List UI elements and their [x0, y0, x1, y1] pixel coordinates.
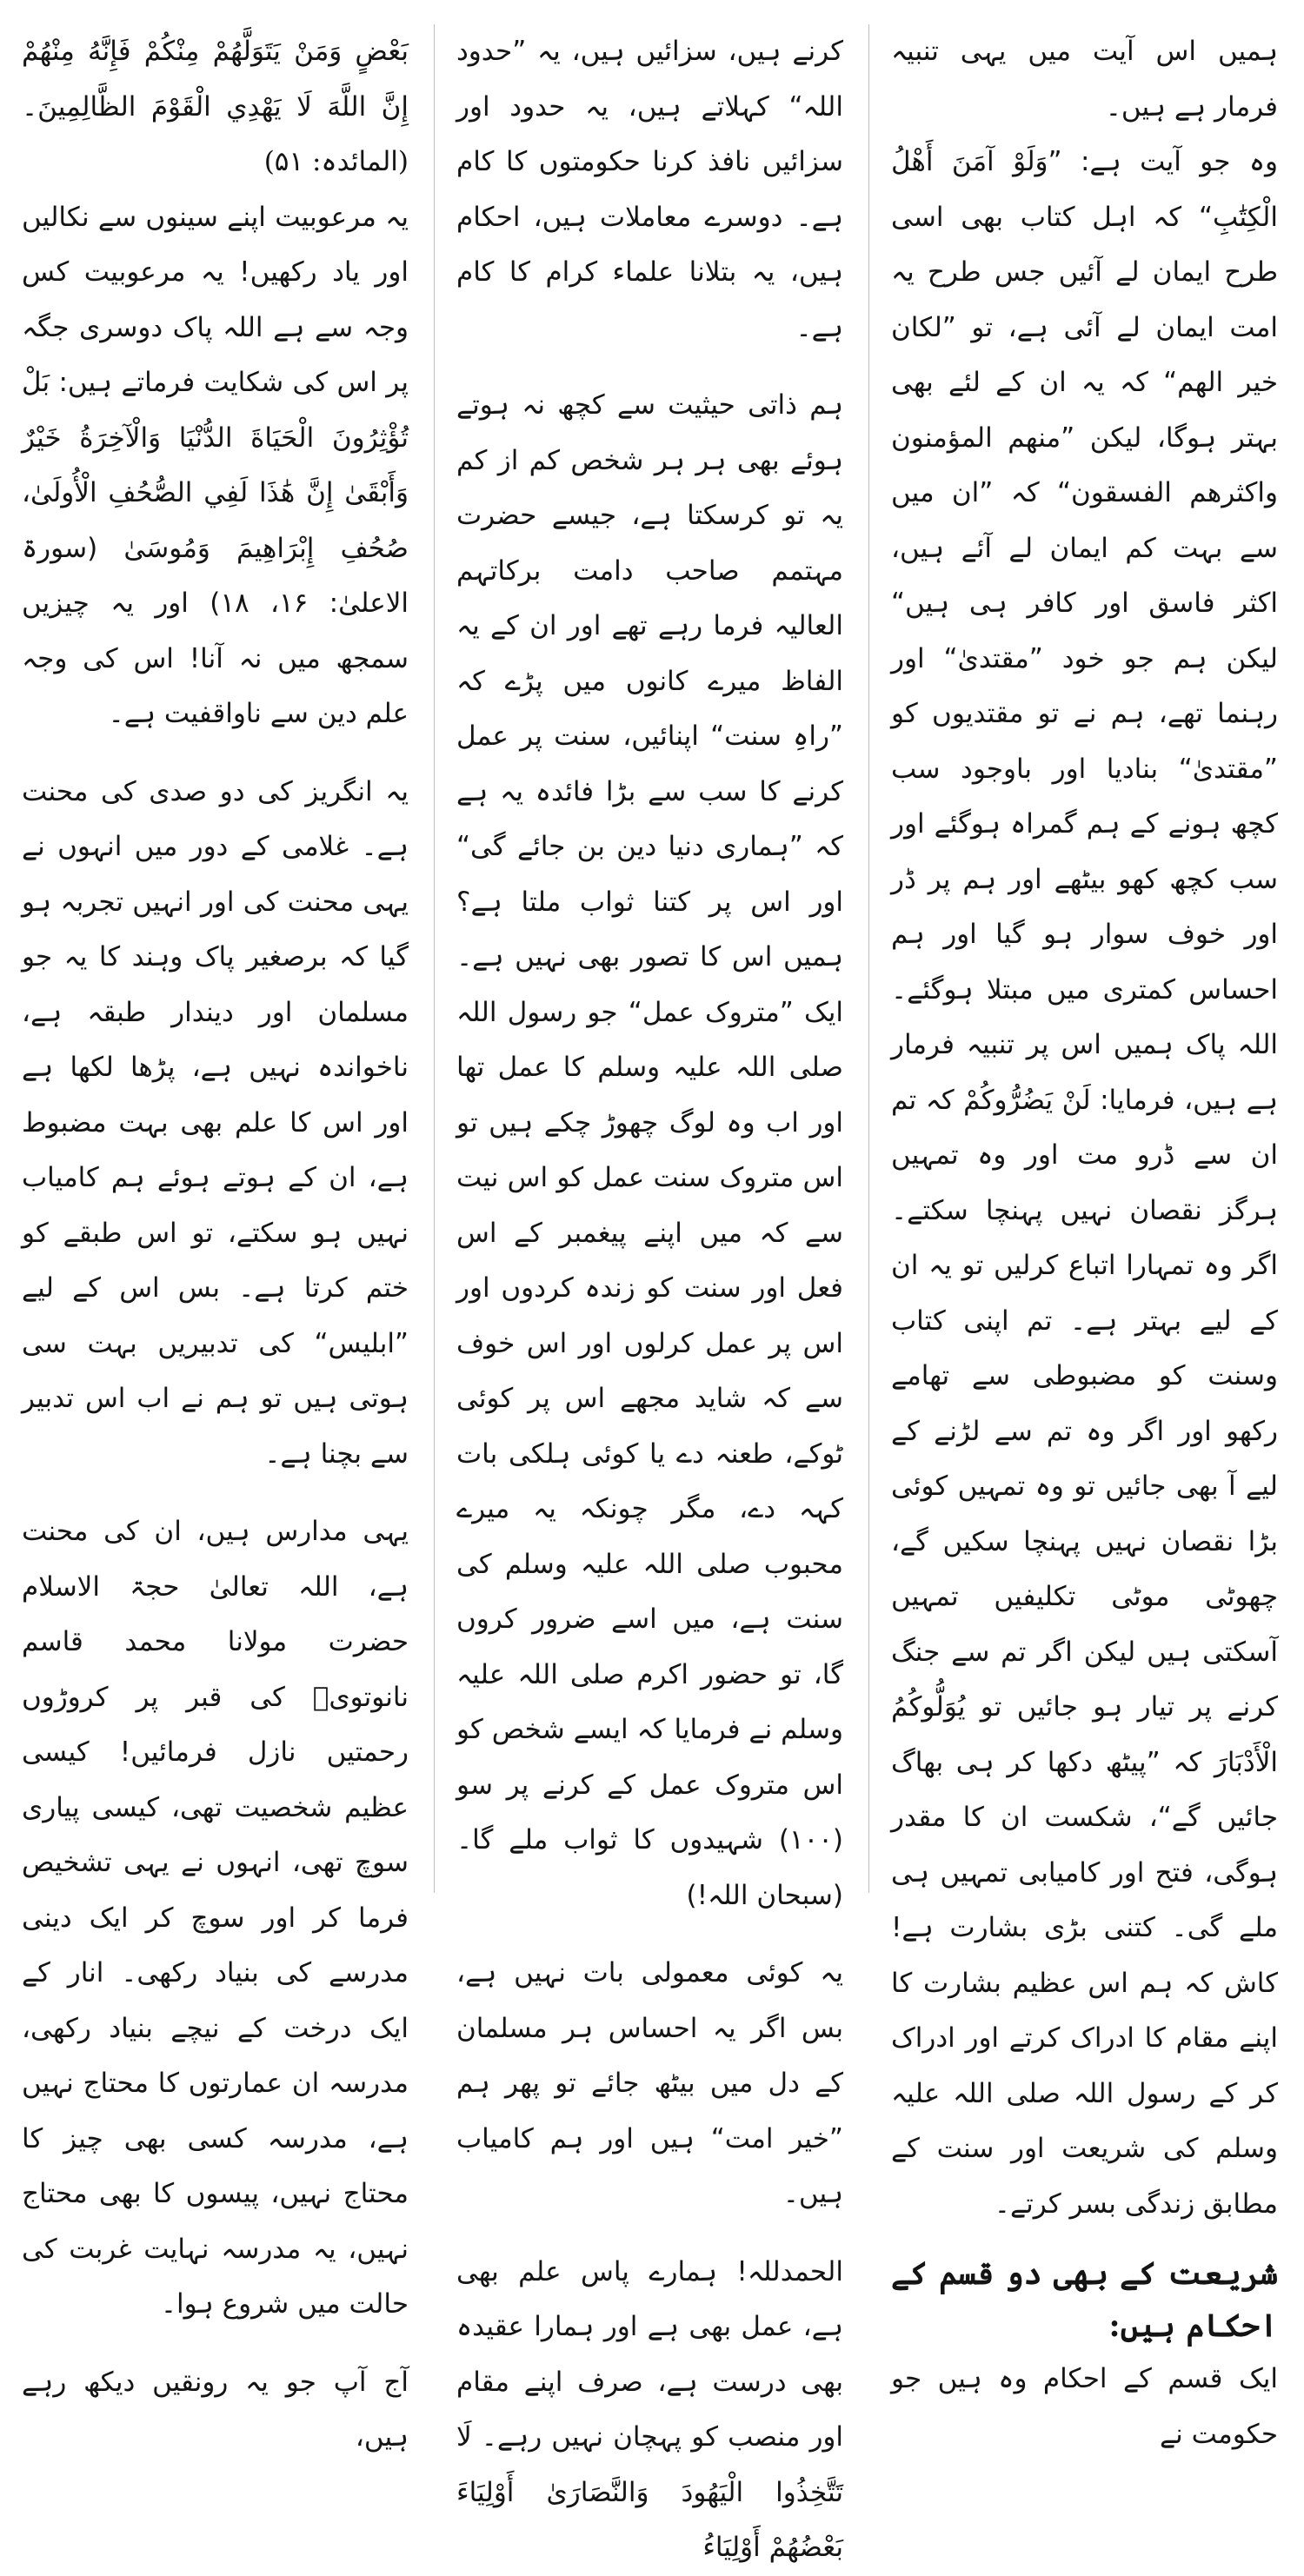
column-left: [22, 24, 409, 2453]
paragraph: آج آپ جو یہ رونقیں دیکھ رہے ہیں،: [22, 2366, 409, 2453]
quranic-verse: بَعْضٍ وَمَنْ يَتَوَلَّهُمْ مِنْكُمْ فَإِنَّهُ مِنْهُمْ إِنَّ اللَّهَ لَا يَهْدِي الْقَوْمَ الظَّالِمِينَ۔ (المائدہ: ۵۱): [22, 36, 409, 177]
paragraph: وہ جو آیت ہے: ”وَلَوْ آمَنَ أَهْلُ الْكِتَٰبِ“ کہ اہل کتاب بھی اسی طرح ایمان لے آئیں جس طرح یہ امت ایمان لے آئی ہے، تو ”لکان خیر الھم“ کہ یہ ان کے لئے بھی بہتر ہوگا، لیکن ”منھم المؤمنون واکثرھم الفسقون“ کہ ”ان میں سے بہت کم ایمان لے آئے ہیں، اکثر فاسق اور کافر ہی ہیں“ لیکن ہم جو خود ”مقتدیٰ“ اور رہنما تھے، ہم نے تو مقتدیوں کو ”مقتدیٰ“ بنادیا اور باوجود سب کچھ ہونے کے ہم گمراہ ہوگئے اور سب کچھ کھو بیٹھے اور ہم پر ڈر اور خوف سوار ہو گیا اور ہم احساس کمتری میں مبتلا ہوگئے۔ اللہ پاک ہمیں اس پر تنبیہ فرمار ہے ہیں، فرمایا: لَنْ يَضُرُّوكُمْ کہ تم ان سے ڈرو مت اور وہ تمہیں ہرگز نقصان نہیں پہنچا سکتے۔ اگر وہ تمہارا اتباع کرلیں تو یہ ان کے لیے بہتر ہے۔ تم اپنی کتاب وسنت کو مضبوطی سے تھامے رکھو اور اگر وہ تم سے لڑنے کے لیے آ بھی جائیں تو وہ تمہیں کوئی بڑا نقصان نہیں پہنچا سکیں گے، چھوٹی موٹی تکلیفیں تمہیں آسکتی ہیں لیکن اگر تم سے جنگ کرنے پر تیار ہو جائیں تو يُوَلُّوكُمُ الْأَدْبَارَ کہ ”پیٹھ دکھا کر ہی بھاگ جائیں گے“، شکست ان کا مقدر ہوگی، فتح اور کامیابی تمہیں ہی ملے گی۔ کتنی بڑی بشارت ہے! کاش کہ ہم اس عظیم بشارت کا اپنے مقام کا ادراک کرتے اور ادراک کر کے رسول اللہ صلی اللہ علیہ وسلم کی شریعت اور سنت کے مطابق زندگی بسر کرتے۔: [891, 146, 1278, 2220]
paragraph: ہم ذاتی حیثیت سے کچھ نہ ہوتے ہوئے بھی ہر ہر شخص کم از کم یہ تو کرسکتا ہے، جیسے حضرت مہتمم صاحب دامت برکاتہم العالیہ فرما رہے تھے اور ان کے یہ الفاظ میرے کانوں میں پڑے کہ ”راہِ سنت“ اپنائیں، سنت پر عمل کرنے کا سب سے بڑا فائدہ یہ ہے کہ ”ہماری دنیا دین بن جائے گی“ اور اس پر کتنا ثواب ملتا ہے؟ ہمیں اس کا تصور بھی نہیں ہے۔ ایک ”متروک عمل“ جو رسول اللہ صلی اللہ علیہ وسلم کا عمل تھا اور اب وہ لوگ چھوڑ چکے ہیں تو اس متروک سنت عمل کو اس نیت سے کہ میں اپنے پیغمبر کے اس فعل اور سنت کو زندہ کردوں اور اس پر عمل کرلوں اور اس خوف سے کہ شاید مجھے اس پر کوئی ٹوکے، طعنہ دے یا کوئی ہلکی بات کہہ دے، مگر چونکہ یہ میرے محبوب صلی اللہ علیہ وسلم کی سنت ہے، میں اسے ضرور کروں گا، تو حضور اکرم صلی اللہ علیہ وسلم نے فرمایا کہ ایسے شخص کو اس متروک عمل کے کرنے پر سو (۱۰۰) شہیدوں کا ثواب ملے گا۔ (سبحان اللہ!): [456, 389, 843, 1911]
column-divider: [868, 24, 869, 1893]
column-right: [891, 24, 1278, 2450]
column-middle: [456, 24, 843, 2563]
column-divider: [434, 24, 435, 1893]
paragraph: کرنے ہیں، سزائیں ہیں، یہ ”حدود اللہ“ کہلاتے ہیں، یہ حدود اور سزائیں نافذ کرنا حکومتوں کا کام ہے۔ دوسرے معاملات ہیں، احکام ہیں، یہ بتلانا علماء کرام کا کام ہے۔: [456, 36, 843, 343]
paragraph: یہ مرعوبیت اپنے سینوں سے نکالیں اور یاد رکھیں! یہ مرعوبیت کس وجہ سے ہے اللہ پاک دوسری جگہ پر اس کی شکایت فرماتے ہیں: بَلْ تُؤْثِرُونَ الْحَيَاةَ الدُّنْيَا وَالْآخِرَةُ خَيْرٌ وَأَبْقَىٰ إِنَّ هَٰذَا لَفِي الصُّحُفِ الْأُولَىٰ، صُحُفِ إِبْرَاهِيمَ وَمُوسَىٰ (سورۃ الاعلیٰ: ۱۶، ۱۸) اور یہ چیزیں سمجھ میں نہ آنا! اس کی وجہ علم دین سے ناواقفیت ہے۔: [22, 201, 409, 729]
paragraph: ایک قسم کے احکام وہ ہیں جو حکومت نے: [891, 2363, 1278, 2450]
paragraph: الحمدللہ! ہمارے پاس علم بھی ہے، عمل بھی ہے اور ہمارا عقیدہ بھی درست ہے، صرف اپنے مقام اور منصب کو پہچان نہیں رہے۔ لَا تَتَّخِذُوا الْيَهُودَ وَالنَّصَارَىٰ أَوْلِيَاءَ بَعْضُهُمْ أَوْلِيَاءُ: [456, 2255, 843, 2563]
paragraph: یہ کوئی معمولی بات نہیں ہے، بس اگر یہ احساس ہر مسلمان کے دل میں بیٹھ جائے تو پھر ہم ”خیر امت“ ہیں اور ہم کامیاب ہیں۔: [456, 1957, 843, 2209]
section-heading: شریعت کے بھی دو قسم کے احکام ہیں:: [891, 2255, 1278, 2344]
paragraph: یہ انگریز کی دو صدی کی محنت ہے۔ غلامی کے دور میں انہوں نے یہی محنت کی اور انہیں تجربہ ہو گیا کہ برصغیر پاک وہند کا یہ جو مسلمان اور دیندار طبقہ ہے، ناخواندہ نہیں ہے، پڑھا لکھا ہے اور اس کا علم بھی بہت مضبوط ہے، ان کے ہوتے ہوئے ہم کامیاب نہیں ہو سکتے، تو اس طبقے کو ختم کرتا ہے۔ بس اس کے لیے ”ابلیس“ کی تدبیریں بہت سی ہوتی ہیں تو ہم نے اب اس تدبیر سے بچنا ہے۔: [22, 775, 409, 1470]
paragraph: یہی مدارس ہیں، ان کی محنت ہے، اللہ تعالیٰ حجۃ الاسلام حضرت مولانا محمد قاسم نانوتویؒ کی قبر پر کروڑوں رحمتیں نازل فرمائیں! کیسی عظیم شخصیت تھی، کیسی پیاری سوچ تھی، انہوں نے یہی تشخیص فرما کر اور سوچ کر ایک دینی مدرسے کی بنیاد رکھی۔ انار کے ایک درخت کے نیچے بنیاد رکھی، مدرسہ ان عمارتوں کا محتاج نہیں ہے، مدرسہ کسی بھی چیز کا محتاج نہیں، پیسوں کا بھی محتاج نہیں، یہ مدرسہ نہایت غربت کی حالت میں شروع ہوا۔: [22, 1516, 409, 2320]
paragraph: ہمیں اس آیت میں یہی تنبیہ فرمار ہے ہیں۔: [891, 36, 1278, 123]
